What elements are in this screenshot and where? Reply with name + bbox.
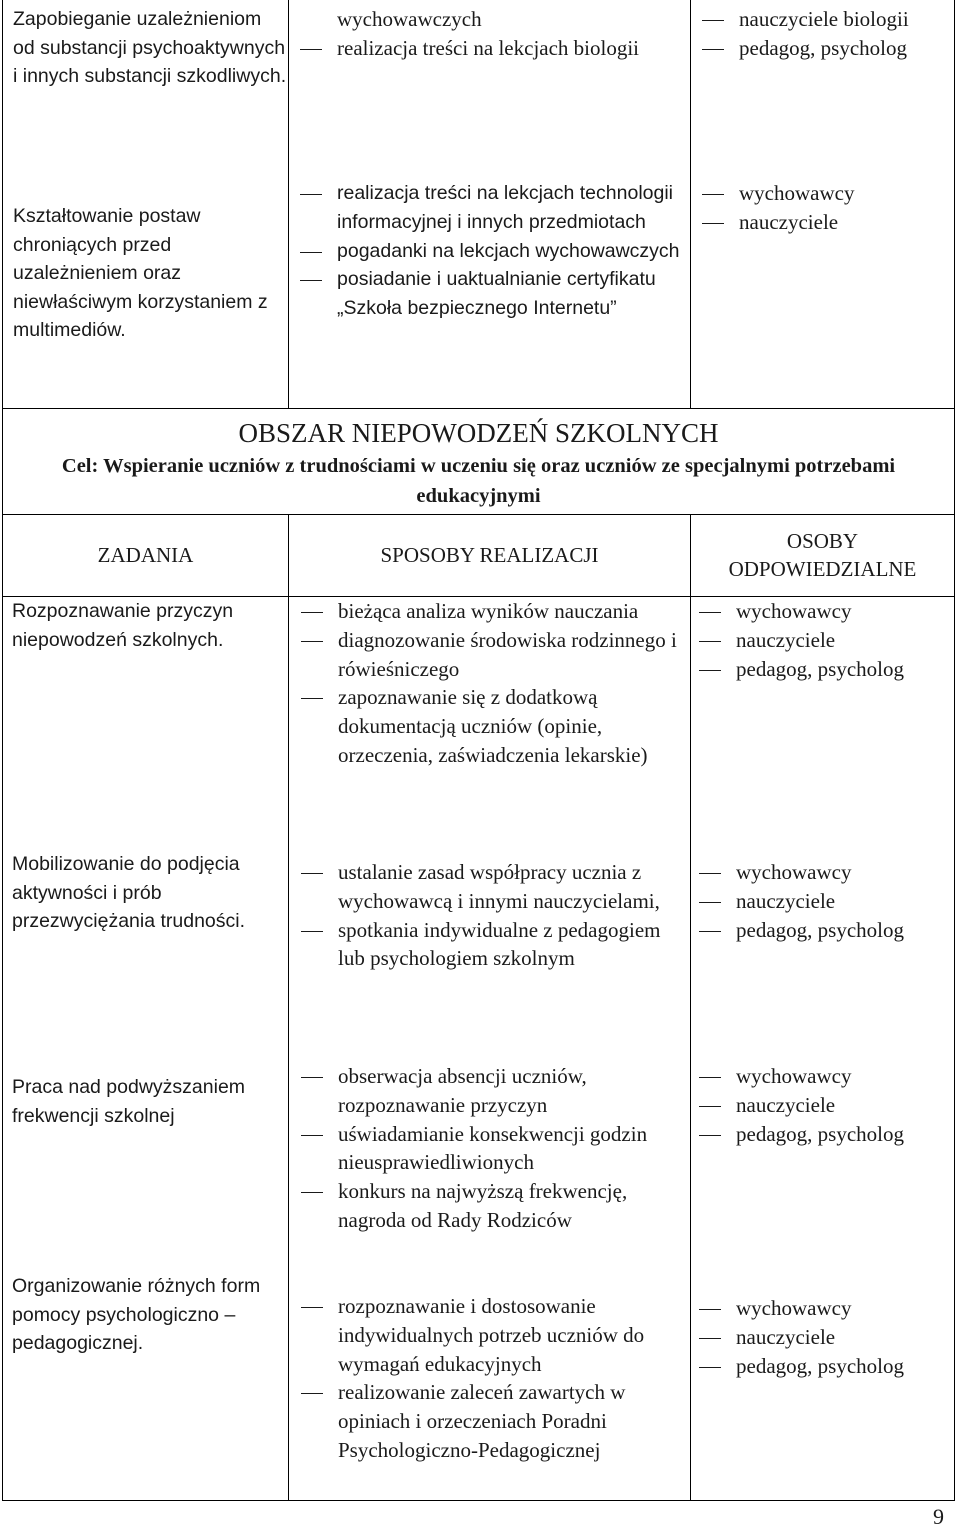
list-item: wychowawczych bbox=[337, 7, 482, 31]
people-cell bbox=[691, 0, 954, 160]
list-item: wychowawcy bbox=[696, 858, 954, 887]
people-list bbox=[696, 1062, 954, 1148]
section-title: OBSZAR NIEPOWODZEŃ SZKOLNYCH bbox=[238, 418, 719, 448]
task-text: Kształtowanie postaw chroniących przed uzależnieniem oraz niewłaściwym korzystaniem z multimediów. bbox=[13, 205, 268, 341]
list-item: nauczyciele bbox=[696, 626, 954, 655]
list-item: posiadanie i uaktualnianie certyfikatu „Szkoła bezpiecznego Internetu” bbox=[297, 265, 690, 323]
divider bbox=[2, 1500, 955, 1501]
methods-cell bbox=[289, 0, 691, 160]
methods-list bbox=[298, 1062, 688, 1235]
list-item: pedagog, psycholog bbox=[696, 916, 954, 945]
task-text: Zapobieganie uzależnieniom od substancji psychoaktywnych i innych substancji szkodliwych. bbox=[13, 8, 287, 87]
list-item: wychowawcy bbox=[696, 597, 954, 626]
task-cell bbox=[3, 0, 289, 160]
people-list bbox=[696, 1294, 954, 1380]
list-item: nauczyciele bbox=[699, 208, 954, 237]
list-item: spotkania indywidualne z pedagogiem lub psychologiem szkolnym bbox=[298, 916, 688, 974]
list-item: nauczyciele bbox=[696, 887, 954, 916]
list-item: zapoznawanie się z dodatkową dokumentacją uczniów (opinie, orzeczenia, zaświadczenia lekarskie) bbox=[298, 683, 688, 769]
list-item: ustalanie zasad współpracy ucznia z wychowawcą i innymi nauczycielami, bbox=[298, 858, 688, 916]
list-item: bieżąca analiza wyników nauczania bbox=[298, 597, 688, 626]
list-item: pedagog, psycholog bbox=[696, 655, 954, 684]
methods-cell bbox=[289, 160, 691, 408]
section-goal: Cel: Wspieranie uczniów z trudnościami w uczeniu się oraz uczniów ze specjalnymi potrzebami edukacyjnymi bbox=[61, 455, 896, 507]
task-cell bbox=[3, 160, 289, 408]
list-item: pogadanki na lekcjach wychowawczych bbox=[297, 237, 690, 266]
list-item: uświadamianie konsekwencji godzin nieusprawiedliwionych bbox=[298, 1120, 688, 1178]
list-item: diagnozowanie środowiska rodzinnego i rówieśniczego bbox=[298, 626, 688, 684]
table-header bbox=[2, 514, 955, 596]
header-people: OSOBY ODPOWIEDZIALNE bbox=[728, 529, 917, 581]
task-text: Rozpoznawanie przyczyn niepowodzeń szkolnych. bbox=[12, 600, 234, 651]
methods-list bbox=[297, 5, 690, 63]
people-list bbox=[696, 858, 954, 944]
list-item: konkurs na najwyższą frekwencję, nagroda od Rady Rodziców bbox=[298, 1177, 688, 1235]
list-item: wychowawcy bbox=[696, 1294, 954, 1323]
list-item: pedagog, psycholog bbox=[696, 1120, 954, 1149]
table-row bbox=[2, 0, 955, 160]
list-item: wychowawcy bbox=[696, 1062, 954, 1091]
list-item: pedagog, psycholog bbox=[699, 34, 954, 63]
methods-list bbox=[297, 179, 690, 323]
list-item: nauczyciele bbox=[696, 1091, 954, 1120]
list-item: nauczyciele bbox=[696, 1323, 954, 1352]
list-item: realizacja treści na lekcjach biologii bbox=[297, 34, 690, 63]
header-methods: SPOSOBY REALIZACJI bbox=[289, 514, 691, 596]
people-list bbox=[699, 179, 954, 237]
list-item: rozpoznawanie i dostosowanie indywidualnych potrzeb uczniów do wymagań edukacyjnych bbox=[298, 1292, 688, 1378]
list-item: obserwacja absencji uczniów, rozpoznawanie przyczyn bbox=[298, 1062, 688, 1120]
header-tasks: ZADANIA bbox=[3, 514, 289, 596]
task-column bbox=[3, 596, 289, 1500]
table-row bbox=[2, 160, 955, 408]
methods-list bbox=[298, 597, 688, 770]
task-text: Organizowanie różnych form pomocy psychologiczno – pedagogicznej. bbox=[12, 1275, 261, 1354]
list-item: wychowawcy bbox=[699, 179, 954, 208]
people-list bbox=[699, 5, 954, 63]
task-text: Praca nad podwyższaniem frekwencji szkolnej bbox=[12, 1076, 246, 1127]
list-item: nauczyciele biologii bbox=[699, 5, 954, 34]
task-text: Mobilizowanie do podjęcia aktywności i prób przezwyciężania trudności. bbox=[12, 853, 246, 932]
people-cell bbox=[691, 160, 954, 408]
methods-list bbox=[298, 1292, 688, 1465]
list-item: realizacja treści na lekcjach technologii informacyjnej i innych przedmiotach bbox=[297, 179, 690, 237]
list-item: realizowanie zaleceń zawartych w opiniach i orzeczeniach Poradni Psychologiczno-Pedagogicznej bbox=[298, 1378, 688, 1464]
page-number: 9 bbox=[933, 1504, 944, 1529]
people-list bbox=[696, 597, 954, 683]
section-header bbox=[2, 408, 955, 514]
list-item: pedagog, psycholog bbox=[696, 1352, 954, 1381]
methods-list bbox=[298, 858, 688, 973]
